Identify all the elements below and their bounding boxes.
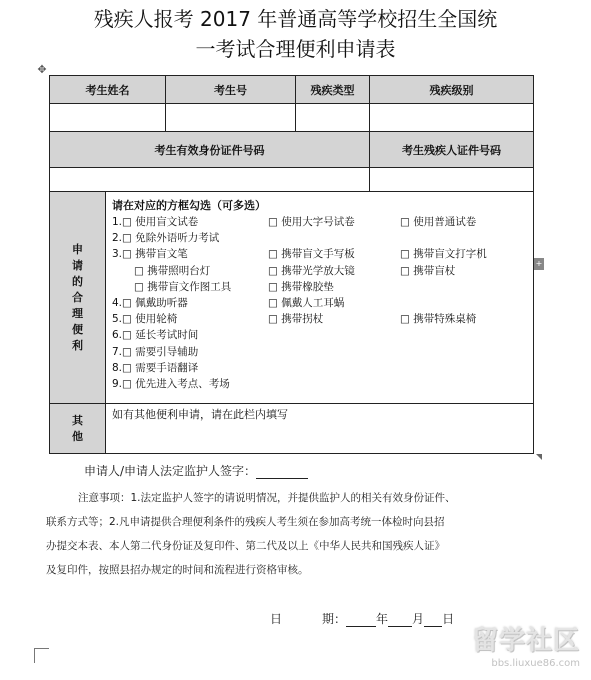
notes-line: 办提交本表、本人第二代身份证及复印件、第二代及以上《中华人民共和国残疾人证》 [46,540,445,552]
candidate-name-field[interactable] [50,104,166,132]
watermark [426,618,586,678]
options-title: 请在对应的方框勾选（可多选） [112,199,266,212]
header-candidate-number: 考生号 [166,76,296,104]
date-day-suffix: 日 [442,612,455,626]
option-extended-time[interactable]: 6.□ 延长考试时间 [112,329,199,342]
option-row [112,311,529,327]
option-row [112,263,529,279]
option-cochlear-implant[interactable]: □ 佩戴人工耳蜗 [268,296,345,309]
option-exempt-listening[interactable]: 2.□ 免除外语听力考试 [112,232,220,245]
section-label-text: 申请的合理便利 [72,242,83,352]
disability-type-field[interactable] [296,104,370,132]
header-disability-cert-number: 考生残疾人证件号码 [370,132,534,168]
option-normal-paper[interactable]: □ 使用普通试卷 [400,216,477,228]
notes-line: 及复印件，按照县招办规定的时间和流程进行资格审核。 [46,564,309,576]
signature-line [84,462,308,479]
section-label-accommodations [50,192,106,404]
date-day-label: 日 [270,612,283,626]
application-table [49,75,534,454]
date-month-label: 月 [412,612,425,626]
option-row [112,344,529,360]
header-candidate-name: 考生姓名 [50,76,166,104]
notes-section [46,486,546,582]
option-row [112,279,529,295]
watermark-url: bbs.liuxue86.com [491,658,580,669]
option-priority-entry[interactable]: 9.□ 优先进入考点、考场 [112,377,230,390]
option-rubber-mat[interactable]: □ 携带橡胶垫 [268,280,334,293]
form-title [0,4,591,64]
page-margin-corner-mark [34,648,49,663]
option-braille-typewriter[interactable]: □ 携带盲文打字机 [400,248,487,261]
other-requests-field[interactable] [106,404,534,454]
accommodation-options [106,192,534,404]
header-id-number: 考生有效身份证件号码 [50,132,370,168]
option-row [112,376,529,392]
table-resize-corner-icon[interactable] [536,454,542,460]
option-row [112,327,529,343]
option-desk-lamp[interactable]: □ 携带照明台灯 [134,264,211,277]
watermark-brand: 留学社区 [471,626,580,656]
option-large-print-paper[interactable]: □ 使用大字号试卷 [268,216,355,228]
header-disability-type: 残疾类型 [296,76,370,104]
option-braille-pen[interactable]: 3.□ 携带盲文笔 [112,248,188,261]
signature-blank[interactable] [256,466,308,479]
option-sign-language[interactable]: 8.□ 需要手语翻译 [112,361,199,374]
disability-cert-number-field[interactable] [370,168,534,192]
month-blank[interactable] [388,614,412,627]
option-wheelchair[interactable]: 5.□ 使用轮椅 [112,313,178,326]
year-blank[interactable] [346,614,376,627]
option-row [112,295,529,311]
option-special-desk[interactable]: □ 携带特殊桌椅 [400,313,477,326]
option-hearing-aid[interactable]: 4.□ 佩戴助听器 [112,296,188,309]
date-year-label: 年 [376,612,389,626]
table-move-handle-icon[interactable]: ✥ [37,63,47,76]
option-guidance[interactable]: 7.□ 需要引导辅助 [112,345,199,358]
other-hint: 如有其他便利申请，请在此栏内填写 [112,408,288,421]
column-resize-handle-icon[interactable]: + [535,259,543,268]
option-braille-slate[interactable]: □ 携带盲文手写板 [268,248,355,261]
id-number-field[interactable] [50,168,370,192]
notes-line: 联系方式等；2.凡申请提供合理便利条件的残疾人考生须在参加高考统一体检时向县招 [46,516,445,528]
option-white-cane[interactable]: □ 携带盲杖 [400,264,456,277]
option-braille-paper[interactable]: 1.□ 使用盲文试卷 [112,216,199,228]
option-crutches[interactable]: □ 携带拐杖 [268,313,324,326]
option-magnifier[interactable]: □ 携带光学放大镜 [268,264,355,277]
date-qi-label: 期： [322,612,347,626]
form-title-line2: 一考试合理便利申请表 [195,37,396,61]
disability-level-field[interactable] [370,104,534,132]
header-disability-level: 残疾级别 [370,76,534,104]
section-label-other [50,404,106,454]
signature-label: 申请人/申请人法定监护人签字： [84,464,257,478]
option-row [112,246,529,262]
option-row [112,230,529,246]
other-label-text: 其他 [72,413,83,443]
notes-line: 注意事项：1.法定监护人签字的请说明情况，并提供监护人的相关有效身份证件、 [78,492,456,504]
candidate-number-field[interactable] [166,104,296,132]
option-row [112,360,529,376]
option-row [112,214,529,230]
option-braille-drawing-tools[interactable]: □ 携带盲文作图工具 [134,280,232,293]
form-title-line1: 残疾人报考 2017 年普通高等学校招生全国统 [93,7,498,31]
